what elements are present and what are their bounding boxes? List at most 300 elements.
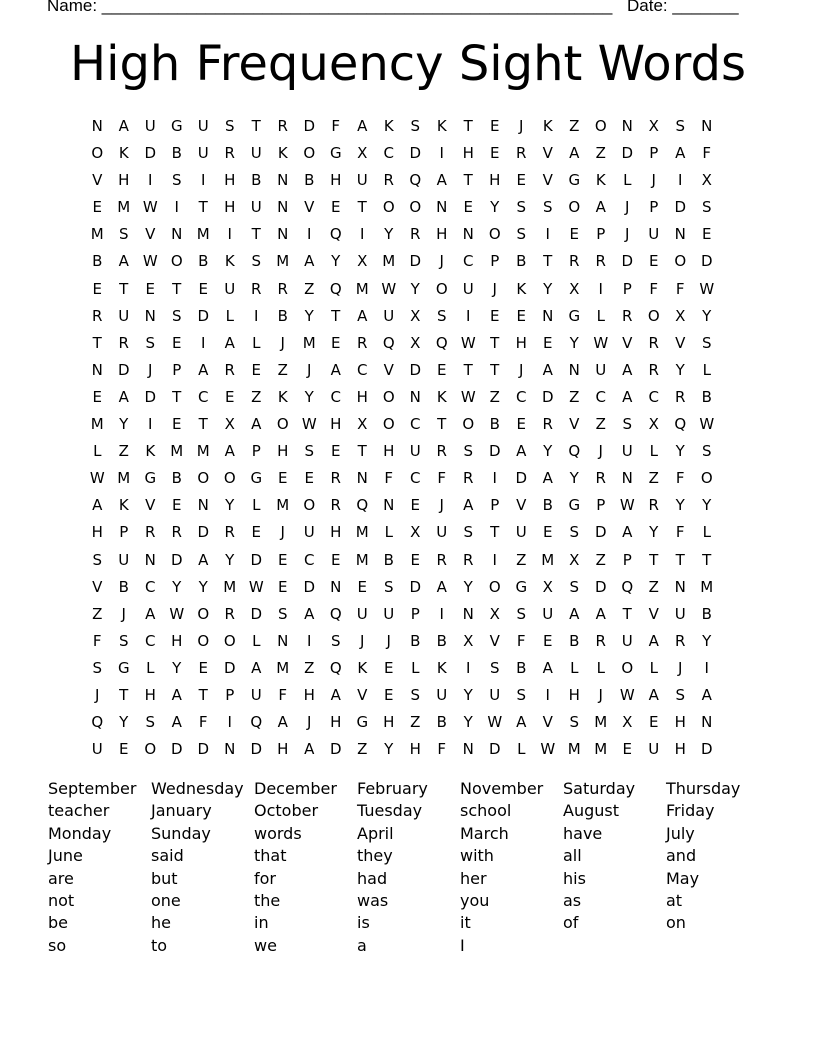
grid-letter: O — [276, 415, 289, 434]
grid-letter: I — [148, 415, 153, 434]
grid-letter: V — [92, 171, 103, 190]
grid-letter: Y — [384, 740, 394, 759]
grid-letter: E — [145, 279, 155, 298]
grid-letter: P — [622, 550, 632, 569]
grid-letter: C — [198, 387, 209, 406]
grid-letter: G — [568, 496, 581, 515]
grid-letter: F — [278, 685, 288, 704]
grid-letter: R — [648, 360, 659, 379]
grid-letter: R — [648, 333, 659, 352]
grid-letter: S — [410, 685, 421, 704]
grid-letter: D — [250, 604, 263, 623]
grid-letter: X — [542, 577, 553, 596]
grid-letter: H — [409, 740, 421, 759]
grid-letter: X — [224, 415, 235, 434]
grid-letter: Y — [384, 225, 394, 244]
grid-letter: I — [174, 198, 179, 217]
grid-letter: U — [224, 279, 236, 298]
grid-letter: B — [118, 577, 129, 596]
grid-letter: I — [678, 171, 683, 190]
grid-letter: J — [307, 360, 312, 379]
grid-letter: K — [516, 279, 527, 298]
grid-letter: Z — [118, 442, 129, 461]
grid-letter: Q — [674, 415, 687, 434]
grid-letter: H — [118, 171, 130, 190]
grid-letter: B — [569, 631, 580, 650]
grid-letter: R — [92, 306, 103, 325]
word-list-item: that — [254, 846, 287, 866]
grid-letter: M — [90, 225, 104, 244]
grid-letter: D — [170, 740, 183, 759]
grid-letter: R — [595, 252, 606, 271]
grid-letter: Y — [304, 387, 314, 406]
grid-letter: Z — [251, 387, 262, 406]
grid-letter: T — [463, 117, 473, 135]
grid-letter: G — [170, 117, 183, 135]
grid-letter: E — [463, 198, 473, 217]
grid-letter: V — [622, 333, 633, 352]
grid-letter: U — [674, 604, 686, 623]
grid-letter: K — [357, 658, 368, 677]
grid-letter: R — [277, 117, 288, 135]
grid-letter: G — [515, 577, 528, 596]
grid-letter: K — [145, 442, 156, 461]
grid-letter: R — [675, 387, 686, 406]
grid-letter: H — [515, 333, 527, 352]
grid-letter: K — [118, 496, 129, 515]
grid-letter: L — [596, 658, 605, 677]
grid-letter: V — [357, 685, 368, 704]
grid-letter: A — [304, 740, 315, 759]
grid-letter: D — [303, 117, 316, 135]
grid-letter: J — [148, 360, 153, 379]
grid-letter: D — [250, 550, 263, 569]
grid-letter: X — [410, 306, 421, 325]
grid-letter: J — [280, 333, 285, 352]
grid-letter: J — [439, 252, 444, 271]
word-list-item: of — [563, 913, 579, 933]
grid-letter: M — [276, 252, 290, 271]
grid-letter: Q — [435, 333, 448, 352]
word-list-item: not — [48, 890, 75, 910]
grid-letter: E — [437, 360, 447, 379]
grid-letter: O — [674, 252, 687, 271]
grid-letter: Z — [357, 740, 368, 759]
grid-letter: W — [699, 279, 715, 298]
grid-letter: S — [489, 658, 500, 677]
grid-letter: F — [437, 469, 447, 488]
grid-letter: U — [303, 523, 315, 542]
grid-letter: K — [436, 387, 447, 406]
grid-letter: W — [619, 496, 635, 515]
grid-letter: U — [144, 117, 156, 135]
grid-letter: A — [542, 469, 553, 488]
grid-letter: Z — [648, 577, 659, 596]
grid-letter: X — [701, 171, 712, 190]
grid-letter: E — [569, 225, 579, 244]
grid-letter: V — [542, 713, 553, 732]
grid-letter: X — [357, 415, 368, 434]
grid-letter: S — [330, 631, 341, 650]
grid-letter: C — [463, 252, 474, 271]
grid-letter: D — [488, 442, 501, 461]
grid-letter: Z — [569, 387, 580, 406]
grid-letter: E — [649, 252, 659, 271]
grid-letter: U — [648, 740, 660, 759]
grid-letter: T — [490, 360, 500, 379]
grid-letter: A — [648, 631, 659, 650]
grid-letter: J — [651, 171, 656, 190]
grid-letter: I — [148, 171, 153, 190]
grid-letter: I — [492, 469, 497, 488]
grid-letter: A — [595, 198, 606, 217]
grid-letter: Q — [329, 658, 342, 677]
grid-letter: J — [625, 198, 630, 217]
grid-letter: V — [516, 496, 527, 515]
grid-letter: B — [92, 252, 103, 271]
word-list-item: June — [48, 846, 83, 866]
grid-letter: Y — [331, 252, 341, 271]
grid-letter: S — [410, 117, 421, 135]
grid-letter: T — [437, 415, 447, 434]
grid-letter: M — [594, 740, 608, 759]
grid-letter: O — [594, 117, 607, 135]
grid-letter: S — [675, 117, 686, 135]
grid-letter: B — [436, 631, 447, 650]
grid-letter: E — [198, 658, 208, 677]
grid-letter: G — [356, 713, 369, 732]
grid-letter: B — [251, 171, 262, 190]
grid-letter: E — [384, 685, 394, 704]
grid-letter: Z — [595, 415, 606, 434]
grid-letter: N — [409, 387, 421, 406]
grid-letter: F — [675, 523, 685, 542]
grid-letter: N — [436, 198, 448, 217]
grid-letter: T — [675, 550, 685, 569]
grid-letter: G — [568, 306, 581, 325]
grid-letter: P — [649, 198, 659, 217]
grid-letter: D — [700, 740, 713, 759]
grid-letter: E — [119, 740, 129, 759]
grid-letter: N — [542, 306, 554, 325]
word-list-item: Friday — [666, 801, 715, 821]
grid-letter: O — [700, 469, 713, 488]
grid-letter: K — [595, 171, 606, 190]
grid-letter: E — [172, 496, 182, 515]
grid-letter: B — [277, 306, 288, 325]
grid-letter: X — [675, 306, 686, 325]
grid-letter: N — [277, 225, 289, 244]
word-list-item: her — [460, 868, 487, 888]
grid-letter: H — [171, 631, 183, 650]
grid-letter: T — [463, 360, 473, 379]
grid-letter: O — [621, 658, 634, 677]
grid-letter: R — [145, 523, 156, 542]
name-field-label: Name: ______________________________________________________ — [47, 0, 613, 15]
grid-letter: S — [622, 415, 633, 434]
grid-letter: P — [119, 523, 129, 542]
grid-letter: B — [701, 387, 712, 406]
grid-letter: W — [248, 577, 264, 596]
grid-letter: C — [304, 550, 315, 569]
date-field-label: Date: _______ — [627, 0, 739, 15]
grid-letter: T — [198, 198, 208, 217]
grid-letter: H — [356, 387, 368, 406]
grid-letter: A — [622, 360, 633, 379]
grid-letter: B — [304, 171, 315, 190]
grid-letter: M — [382, 252, 396, 271]
grid-letter: I — [545, 225, 550, 244]
grid-letter: R — [675, 631, 686, 650]
word-list-item: we — [254, 935, 277, 955]
grid-letter: O — [382, 387, 395, 406]
word-list-item: are — [48, 868, 74, 888]
grid-letter: E — [172, 415, 182, 434]
grid-letter: N — [701, 117, 713, 135]
grid-letter: S — [569, 713, 580, 732]
grid-letter: W — [142, 252, 158, 271]
grid-letter: O — [462, 415, 475, 434]
grid-letter: A — [251, 658, 262, 677]
grid-letter: R — [224, 360, 235, 379]
grid-letter: U — [621, 442, 633, 461]
grid-letter: F — [702, 144, 712, 163]
grid-letter: V — [145, 496, 156, 515]
grid-letter: N — [383, 496, 395, 515]
grid-letter: U — [197, 117, 209, 135]
grid-letter: A — [118, 117, 129, 135]
grid-letter: A — [171, 685, 182, 704]
grid-letter: C — [410, 415, 421, 434]
grid-letter: X — [410, 333, 421, 352]
grid-letter: S — [675, 685, 686, 704]
grid-letter: D — [197, 740, 210, 759]
grid-letter: A — [569, 144, 580, 163]
grid-letter: P — [490, 252, 500, 271]
grid-letter: S — [92, 658, 103, 677]
grid-letter: E — [278, 469, 288, 488]
word-list-item: May — [666, 868, 700, 888]
grid-letter: A — [198, 550, 209, 569]
grid-letter: U — [489, 685, 501, 704]
grid-letter: E — [331, 198, 341, 217]
grid-letter: E — [543, 523, 553, 542]
grid-letter: L — [623, 171, 632, 190]
grid-letter: L — [702, 523, 711, 542]
grid-letter: I — [360, 225, 365, 244]
grid-letter: Y — [675, 496, 685, 515]
grid-letter: U — [621, 631, 633, 650]
grid-letter: G — [144, 469, 157, 488]
grid-letter: N — [144, 306, 156, 325]
word-list-item: one — [151, 890, 181, 910]
word-list-item: Wednesday — [151, 779, 244, 798]
word-list-item: his — [563, 868, 586, 888]
grid-letter: N — [277, 171, 289, 190]
grid-letter: W — [142, 198, 158, 217]
grid-letter: P — [225, 685, 235, 704]
grid-letter: P — [410, 604, 420, 623]
grid-letter: A — [436, 577, 447, 596]
grid-letter: D — [409, 144, 422, 163]
grid-letter: U — [595, 360, 607, 379]
grid-letter: A — [701, 685, 712, 704]
word-list-item: said — [151, 846, 184, 866]
grid-letter: W — [381, 279, 397, 298]
grid-letter: Y — [702, 496, 712, 515]
grid-letter: N — [462, 225, 474, 244]
word-list-item: a — [357, 935, 367, 955]
word-list-item: have — [563, 823, 603, 843]
grid-letter: U — [542, 604, 554, 623]
word-list-item: had — [357, 868, 388, 888]
grid-letter: O — [223, 631, 236, 650]
grid-letter: H — [330, 523, 342, 542]
grid-letter: P — [596, 496, 606, 515]
grid-letter: N — [277, 631, 289, 650]
grid-letter: D — [700, 252, 713, 271]
grid-letter: R — [436, 442, 447, 461]
grid-letter: E — [622, 740, 632, 759]
grid-letter: D — [621, 144, 634, 163]
grid-letter: Z — [595, 550, 606, 569]
grid-letter: T — [198, 415, 208, 434]
grid-letter: I — [201, 333, 206, 352]
grid-letter: J — [598, 685, 603, 704]
grid-letter: O — [435, 279, 448, 298]
grid-letter: G — [329, 144, 342, 163]
grid-letter: H — [277, 442, 289, 461]
grid-letter: D — [197, 523, 210, 542]
grid-letter: U — [197, 144, 209, 163]
grid-letter: E — [331, 550, 341, 569]
grid-letter: W — [301, 415, 317, 434]
word-list-item: October — [254, 801, 319, 821]
grid-letter: B — [436, 713, 447, 732]
grid-letter: B — [516, 658, 527, 677]
grid-letter: W — [487, 713, 503, 732]
grid-letter: R — [648, 496, 659, 515]
grid-letter: Y — [463, 577, 473, 596]
grid-letter: N — [462, 740, 474, 759]
grid-letter: D — [409, 252, 422, 271]
grid-letter: T — [622, 604, 632, 623]
grid-letter: O — [91, 144, 104, 163]
grid-letter: E — [702, 225, 712, 244]
grid-letter: T — [649, 550, 659, 569]
grid-letter: D — [303, 577, 316, 596]
grid-letter: L — [93, 442, 102, 461]
grid-letter: H — [330, 171, 342, 190]
grid-letter: S — [118, 631, 129, 650]
grid-letter: F — [675, 469, 685, 488]
grid-letter: S — [436, 306, 447, 325]
grid-letter: F — [649, 279, 659, 298]
grid-letter: R — [383, 171, 394, 190]
grid-letter: E — [92, 387, 102, 406]
grid-letter: L — [225, 306, 234, 325]
grid-letter: F — [331, 117, 341, 135]
grid-letter: F — [437, 740, 447, 759]
grid-letter: J — [386, 631, 391, 650]
grid-letter: X — [463, 631, 474, 650]
grid-letter: O — [197, 631, 210, 650]
grid-letter: Z — [648, 469, 659, 488]
grid-letter: S — [92, 550, 103, 569]
grid-letter: D — [197, 306, 210, 325]
word-list-item: April — [357, 823, 394, 843]
grid-letter: O — [197, 469, 210, 488]
grid-letter: E — [410, 496, 420, 515]
grid-letter: C — [145, 577, 156, 596]
grid-letter: J — [95, 685, 100, 704]
grid-letter: A — [516, 442, 527, 461]
grid-letter: Y — [172, 658, 182, 677]
grid-letter: U — [91, 740, 103, 759]
grid-letter: G — [250, 469, 263, 488]
word-list-item: Saturday — [563, 779, 636, 798]
grid-letter: C — [595, 387, 606, 406]
grid-letter: O — [170, 252, 183, 271]
grid-letter: W — [619, 685, 635, 704]
grid-letter: Z — [92, 604, 103, 623]
grid-letter: L — [517, 740, 526, 759]
grid-letter: P — [649, 144, 659, 163]
grid-letter: E — [543, 333, 553, 352]
grid-letter: B — [171, 469, 182, 488]
grid-letter: Y — [410, 279, 420, 298]
grid-letter: S — [516, 685, 527, 704]
grid-letter: R — [436, 550, 447, 569]
grid-letter: Q — [329, 225, 342, 244]
grid-letter: R — [569, 252, 580, 271]
grid-letter: Y — [649, 523, 659, 542]
grid-letter: J — [598, 442, 603, 461]
grid-letter: A — [145, 604, 156, 623]
grid-letter: Y — [675, 442, 685, 461]
grid-letter: W — [540, 740, 556, 759]
grid-letter: M — [117, 198, 131, 217]
grid-letter: E — [331, 442, 341, 461]
grid-letter: X — [357, 252, 368, 271]
grid-letter: M — [196, 442, 210, 461]
grid-letter: Q — [409, 171, 422, 190]
grid-letter: W — [460, 333, 476, 352]
grid-letter: E — [516, 415, 526, 434]
grid-letter: K — [224, 252, 235, 271]
grid-letter: B — [489, 415, 500, 434]
grid-letter: J — [360, 631, 365, 650]
grid-letter: C — [145, 631, 156, 650]
grid-letter: E — [384, 658, 394, 677]
grid-letter: Y — [119, 713, 129, 732]
grid-letter: F — [384, 469, 394, 488]
grid-letter: Z — [489, 387, 500, 406]
word-list-item: November — [460, 779, 544, 798]
grid-letter: H — [224, 198, 236, 217]
grid-letter: T — [251, 225, 261, 244]
grid-letter: V — [542, 171, 553, 190]
grid-letter: U — [250, 685, 262, 704]
grid-letter: U — [409, 442, 421, 461]
grid-letter: S — [516, 198, 527, 217]
grid-letter: H — [568, 685, 580, 704]
grid-letter: W — [169, 604, 185, 623]
grid-letter: T — [172, 279, 182, 298]
grid-letter: A — [595, 604, 606, 623]
word-list-item: March — [460, 823, 509, 843]
grid-letter: I — [704, 658, 709, 677]
